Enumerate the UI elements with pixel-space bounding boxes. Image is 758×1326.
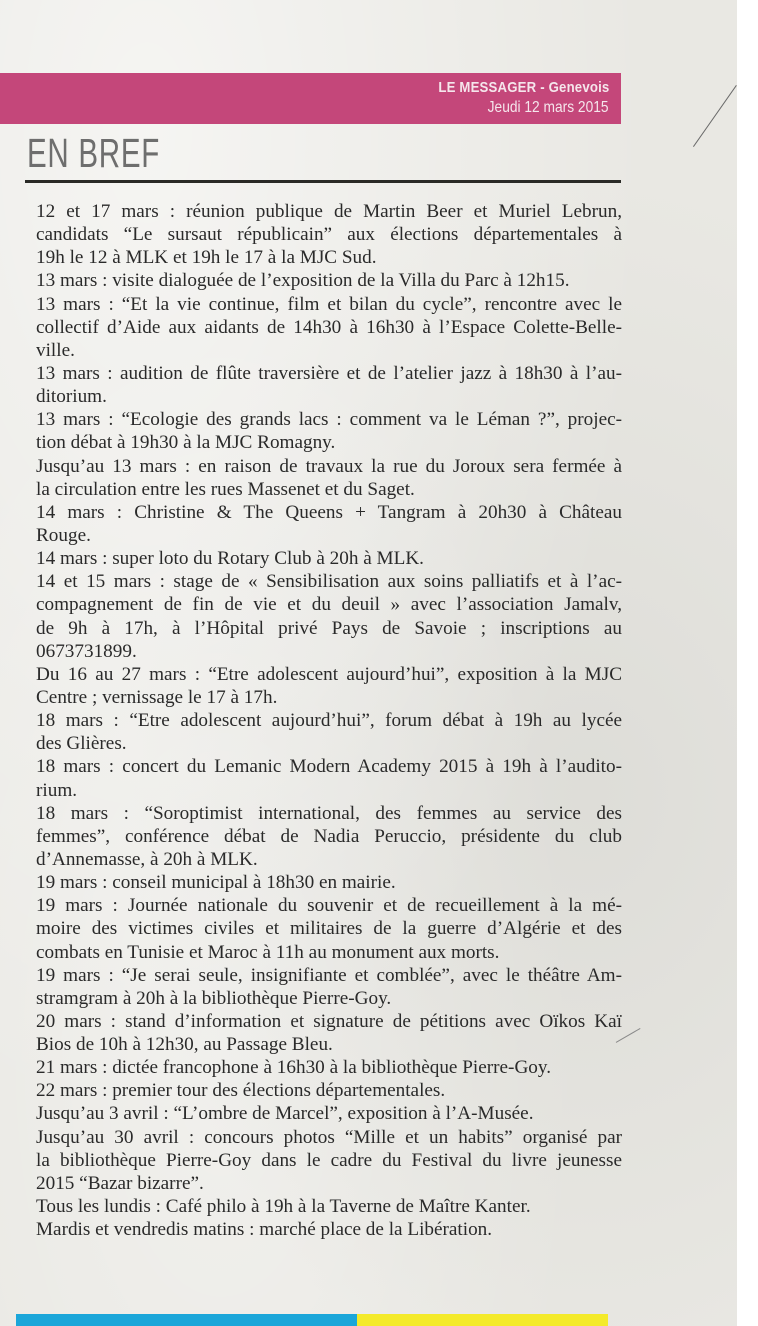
event-text-line: 21 mars : dictée francophone à 16h30 à la bibliothèque Pierre-Goy. xyxy=(36,1057,552,1079)
footer-bar-blue xyxy=(16,1314,357,1326)
event-entry xyxy=(36,362,622,408)
event-text-line: 19h le 12 à MLK et 19h le 17 à la MJC Sud. xyxy=(36,247,377,269)
event-text-line: ditorium. xyxy=(36,386,107,408)
event-entry xyxy=(36,1218,622,1241)
publication-date: Jeudi 12 mars 2015 xyxy=(488,99,609,116)
event-entry xyxy=(36,1056,622,1079)
event-text-line: 13 mars : “Et la vie continue, film et bilan du cycle”, rencontre avec le xyxy=(36,293,622,315)
event-text-line: moire des victimes civiles et militaires de la guerre d’Algérie et des xyxy=(36,918,622,940)
section-divider xyxy=(25,180,621,183)
event-text-line: Jusqu’au 3 avril : “L’ombre de Marcel”, exposition à l’A-Musée. xyxy=(36,1103,534,1125)
event-entry xyxy=(36,200,622,269)
event-entry xyxy=(36,408,622,454)
event-entry xyxy=(36,1102,622,1125)
event-text-line: 13 mars : “Ecologie des grands lacs : comment va le Léman ?”, projec- xyxy=(36,409,622,431)
event-entry xyxy=(36,501,622,547)
masthead-banner xyxy=(0,73,621,124)
event-text-line: des Glières. xyxy=(36,733,127,755)
footer-bar-yellow xyxy=(357,1314,608,1326)
event-text-line: Tous les lundis : Café philo à 19h à la Taverne de Maître Kanter. xyxy=(36,1196,531,1218)
event-entry xyxy=(36,894,622,963)
event-text-line: Mardis et vendredis matins : marché place de la Libération. xyxy=(36,1219,493,1241)
event-text-line: ville. xyxy=(36,339,75,361)
event-entry xyxy=(36,1010,622,1056)
event-text-line: femmes”, conférence débat de Nadia Peruccio, présidente du club xyxy=(36,825,622,847)
event-entry xyxy=(36,293,622,362)
section-title: EN BREF xyxy=(27,130,160,176)
event-text-line: 19 mars : Journée nationale du souvenir et de recueillement à la mé- xyxy=(36,895,622,917)
event-text-line: Rouge. xyxy=(36,524,91,546)
publication-name: LE MESSAGER - Genevois xyxy=(437,79,609,96)
event-entry xyxy=(36,964,622,1010)
event-text-line: 13 mars : audition de flûte traversière et de l’atelier jazz à 18h30 à l’au- xyxy=(36,362,622,384)
event-entry xyxy=(36,1126,622,1195)
event-text-line: 18 mars : “Etre adolescent aujourd’hui”, forum débat à 19h au lycée xyxy=(36,710,622,732)
event-entry xyxy=(36,663,622,709)
paper-crease-mark xyxy=(693,85,737,147)
event-text-line: 0673731899. xyxy=(36,640,137,662)
event-entry xyxy=(36,871,622,894)
event-text-line: rium. xyxy=(36,779,78,801)
event-text-line: tion débat à 19h30 à la MJC Romagny. xyxy=(36,432,336,454)
event-text-line: 14 et 15 mars : stage de « Sensibilisation aux soins palliatifs et à l’ac- xyxy=(36,571,622,593)
event-entry xyxy=(36,455,622,501)
event-entry xyxy=(36,1079,622,1102)
event-text-line: 20 mars : stand d’information et signature de pétitions avec Oïkos Kaï xyxy=(36,1010,622,1032)
event-entry xyxy=(36,1195,622,1218)
event-entry xyxy=(36,547,622,570)
event-text-line: de 9h à 17h, à l’Hôpital privé Pays de Savoie ; inscriptions au xyxy=(36,617,622,639)
event-text-line: la bibliothèque Pierre-Goy dans le cadre du Festival du livre jeunesse xyxy=(36,1149,622,1171)
event-text-line: la circulation entre les rues Massenet et du Saget. xyxy=(36,478,415,500)
event-text-line: 19 mars : “Je serai seule, insignifiante et comblée”, avec le théâtre Am- xyxy=(36,964,622,986)
event-text-line: Centre ; vernissage le 17 à 17h. xyxy=(36,686,278,708)
event-entry xyxy=(36,570,622,663)
event-text-line: combats en Tunisie et Maroc à 11h au monument aux morts. xyxy=(36,941,500,963)
event-text-line: 12 et 17 mars : réunion publique de Martin Beer et Muriel Lebrun, xyxy=(36,201,622,222)
event-text-line: collectif d’Aide aux aidants de 14h30 à 16h30 à l’Espace Colette-Belle- xyxy=(36,316,622,338)
event-text-line: stramgram à 20h à la bibliothèque Pierre-Goy. xyxy=(36,987,392,1009)
event-text-line: Du 16 au 27 mars : “Etre adolescent aujourd’hui”, exposition à la MJC xyxy=(36,663,622,685)
event-text-line: Bios de 10h à 12h30, au Passage Bleu. xyxy=(36,1034,333,1056)
event-text-line: Jusqu’au 13 mars : en raison de travaux la rue du Joroux sera fermée à xyxy=(36,455,622,477)
event-text-line: compagnement de fin de vie et du deuil » avec l’association Jamalv, xyxy=(36,594,622,616)
event-text-line: d’Annemasse, à 20h à MLK. xyxy=(36,848,258,870)
event-entry xyxy=(36,755,622,801)
event-text-line: 19 mars : conseil municipal à 18h30 en mairie. xyxy=(36,872,396,894)
event-text-line: 14 mars : super loto du Rotary Club à 20h à MLK. xyxy=(36,548,424,570)
event-text-line: 22 mars : premier tour des élections départementales. xyxy=(36,1080,446,1102)
event-text-line: 18 mars : “Soroptimist international, des femmes au service des xyxy=(36,802,622,824)
event-text-line: candidats “Le sursaut républicain” aux élections départementales à xyxy=(36,224,622,246)
event-entry xyxy=(36,269,622,292)
event-text-line: 18 mars : concert du Lemanic Modern Academy 2015 à 19h à l’audito- xyxy=(36,756,622,778)
event-list xyxy=(36,200,622,1241)
event-text-line: Jusqu’au 30 avril : concours photos “Mille et un habits” organisé par xyxy=(36,1126,622,1148)
event-text-line: 14 mars : Christine & The Queens + Tangram à 20h30 à Château xyxy=(36,501,622,523)
event-text-line: 13 mars : visite dialoguée de l’exposition de la Villa du Parc à 12h15. xyxy=(36,270,570,292)
event-entry xyxy=(36,802,622,871)
event-text-line: 2015 “Bazar bizarre”. xyxy=(36,1172,204,1194)
event-entry xyxy=(36,709,622,755)
